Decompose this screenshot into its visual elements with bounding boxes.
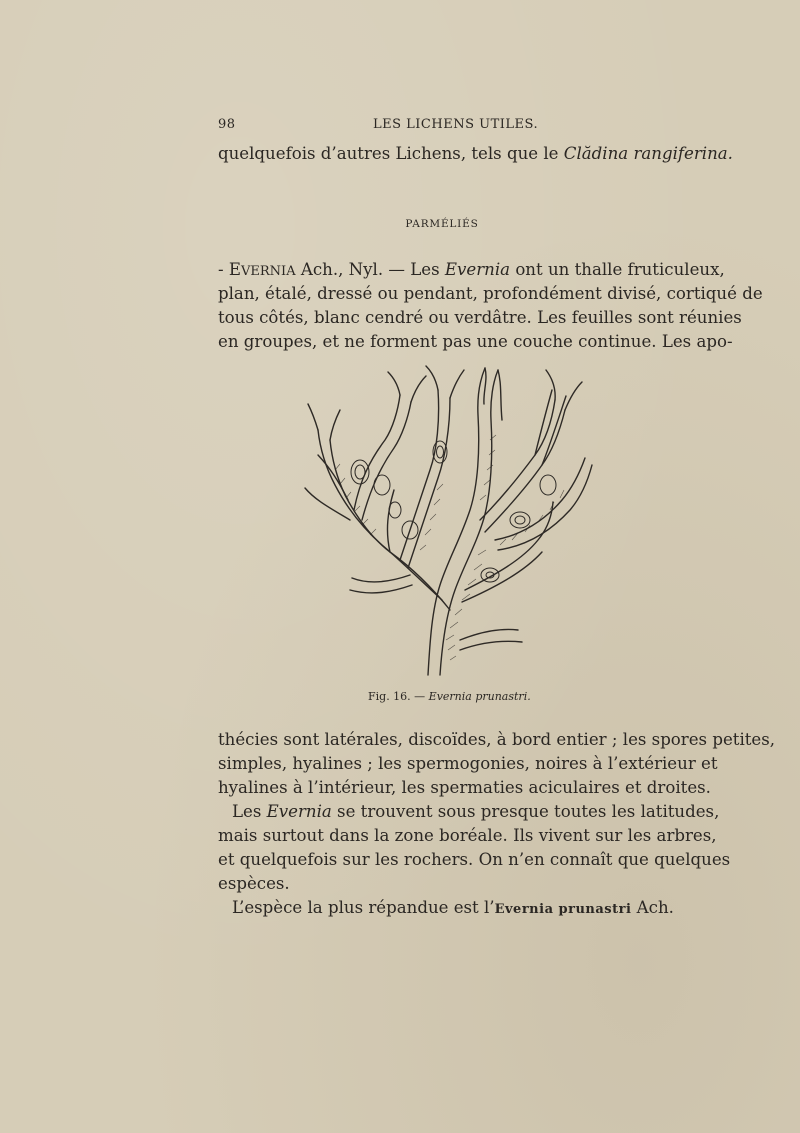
para3-line2: mais surtout dans la zone boréale. Ils vivent sur les arbres, (218, 826, 717, 845)
para1-line3: tous côtés, blanc cendré ou verdâtre. Les feuilles sont réunies (218, 308, 742, 327)
page-header (218, 117, 666, 139)
figure-caption: Fig. 16. — Evernia prunastri. (368, 690, 531, 703)
para2-line3: hyalines à l’intérieur, les spermaties aciculaires et droites. (218, 778, 711, 797)
para1-line4: en groupes, et ne forment pas une couche continue. Les apo- (218, 332, 733, 351)
para3-line3: et quelquefois sur les rochers. On n’en connaît que quelques (218, 850, 731, 869)
section-title: PARMÉLIÉS (405, 218, 479, 230)
species-name-bold: Evernia prunastri (494, 902, 632, 917)
taxon-cladina: Clădina rangiferina. (563, 144, 733, 163)
intro-line: quelquefois d’autres Lichens, tels que le Clădina rangiferina. (218, 144, 733, 163)
para2-line1: thécies sont latérales, discoïdes, à bord entier ; les spores petites, (218, 730, 776, 749)
para3-line4: espèces. (218, 874, 290, 893)
para3-line1: Les Evernia se trouvent sous presque toutes les latitudes, (232, 802, 720, 821)
genus-name: EVERNIA (228, 260, 296, 279)
para1-line1: - EVERNIA Ach., Nyl. — Les Evernia ont un thalle fruticuleux, (218, 260, 725, 279)
running-title: LES LICHENS UTILES. (373, 117, 539, 132)
para4-line1: L’espèce la plus répandue est l’Evernia prunastri Ach. (232, 898, 674, 917)
evernia-prunastri-illustration (290, 360, 610, 680)
para2-line2: simples, hyalines ; les spermogonies, noires à l’extérieur et (218, 754, 718, 773)
page-number: 98 (218, 117, 236, 132)
para1-line2: plan, étalé, dressé ou pendant, profondément divisé, cortiqué de (218, 284, 763, 303)
